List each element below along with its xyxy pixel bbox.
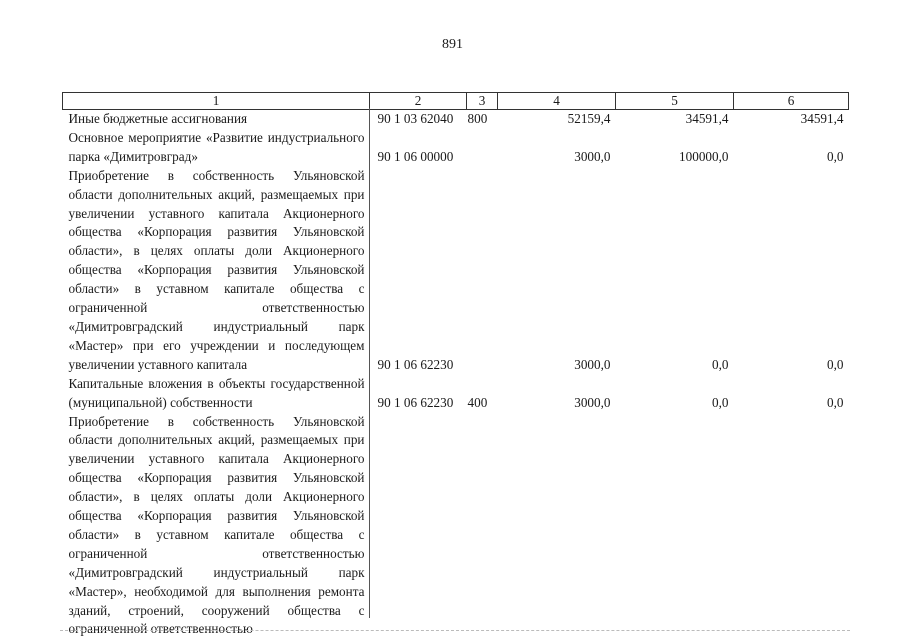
row-value-1: 3000,0 [574,394,611,410]
row-value-1 [498,413,616,640]
row-value-2: 0,0 [712,394,729,410]
column-divider [369,108,370,618]
column-header-3: 3 [467,93,498,110]
row-value-1: 3000,0 [574,148,611,164]
table-row [63,375,849,413]
row-value-2 [616,413,734,640]
row-name: Иные бюджетные ассигнования [68,111,248,126]
row-value-3 [734,413,849,640]
row-code: 90 1 06 62230 [377,356,454,372]
row-value-3: 34591,4 [800,111,844,126]
table-row [63,129,849,167]
page-number: 891 [442,37,463,52]
row-kvr [467,413,498,640]
row-code: 90 1 06 00000 [377,148,454,164]
row-value-3: 0,0 [827,356,844,372]
column-header-6: 6 [734,93,849,110]
row-name: Приобретение в собственность Ульяновской области дополнительных акций, размещаемых при увеличении уставного капитала Акционерного общества «Корпорация развития Ульяновской области», в целях оплаты доли Акционерного общества «Корпорация развития Ульяновской области» в уставном капитале общества с ограниченной ответственностью «Димитровградский индустриальный парк «Мастер», необходимой для выполнения ремонта зданий, строений, сооружений общества с ограниченной ответственностью [68,413,365,637]
row-kvr [467,129,498,167]
table-row [63,110,849,129]
row-value-3: 0,0 [827,394,844,410]
row-value-2: 100000,0 [679,148,729,164]
column-header-1: 1 [63,93,370,110]
row-kvr [467,167,498,375]
row-value-2: 34591,4 [685,111,729,126]
row-value-2: 0,0 [712,356,729,372]
row-name: Основное мероприятие «Развитие индустриального парка «Димитровград» [68,129,365,164]
column-header-5: 5 [616,93,734,110]
header-row [63,93,849,110]
column-header-4: 4 [498,93,616,110]
row-value-1: 52159,4 [567,111,611,126]
row-code: 90 1 06 62230 [377,394,454,410]
row-value-1: 3000,0 [574,356,611,372]
table-row [63,413,849,640]
page-bottom-rule [60,630,850,631]
row-code: 90 1 03 62040 [377,111,454,126]
column-header-2: 2 [370,93,467,110]
budget-table [62,92,849,639]
table-row [63,167,849,375]
row-kvr: 400 [467,394,488,410]
row-name: Приобретение в собственность Ульяновской области дополнительных акций, размещаемых при увеличении уставного капитала Акционерного общества «Корпорация развития Ульяновской области», в целях оплаты доли Акционерного общества «Корпорация развития Ульяновской области» в уставном капитале общества с ограниченной ответственностью «Димитровградский индустриальный парк «Мастер» при его учреждении и последующем увеличении уставного капитала [68,167,365,372]
row-kvr: 800 [467,111,488,126]
row-code [370,413,467,640]
row-name: Капитальные вложения в объекты государственной (муниципальной) собственности [68,375,365,410]
row-value-3: 0,0 [827,148,844,164]
